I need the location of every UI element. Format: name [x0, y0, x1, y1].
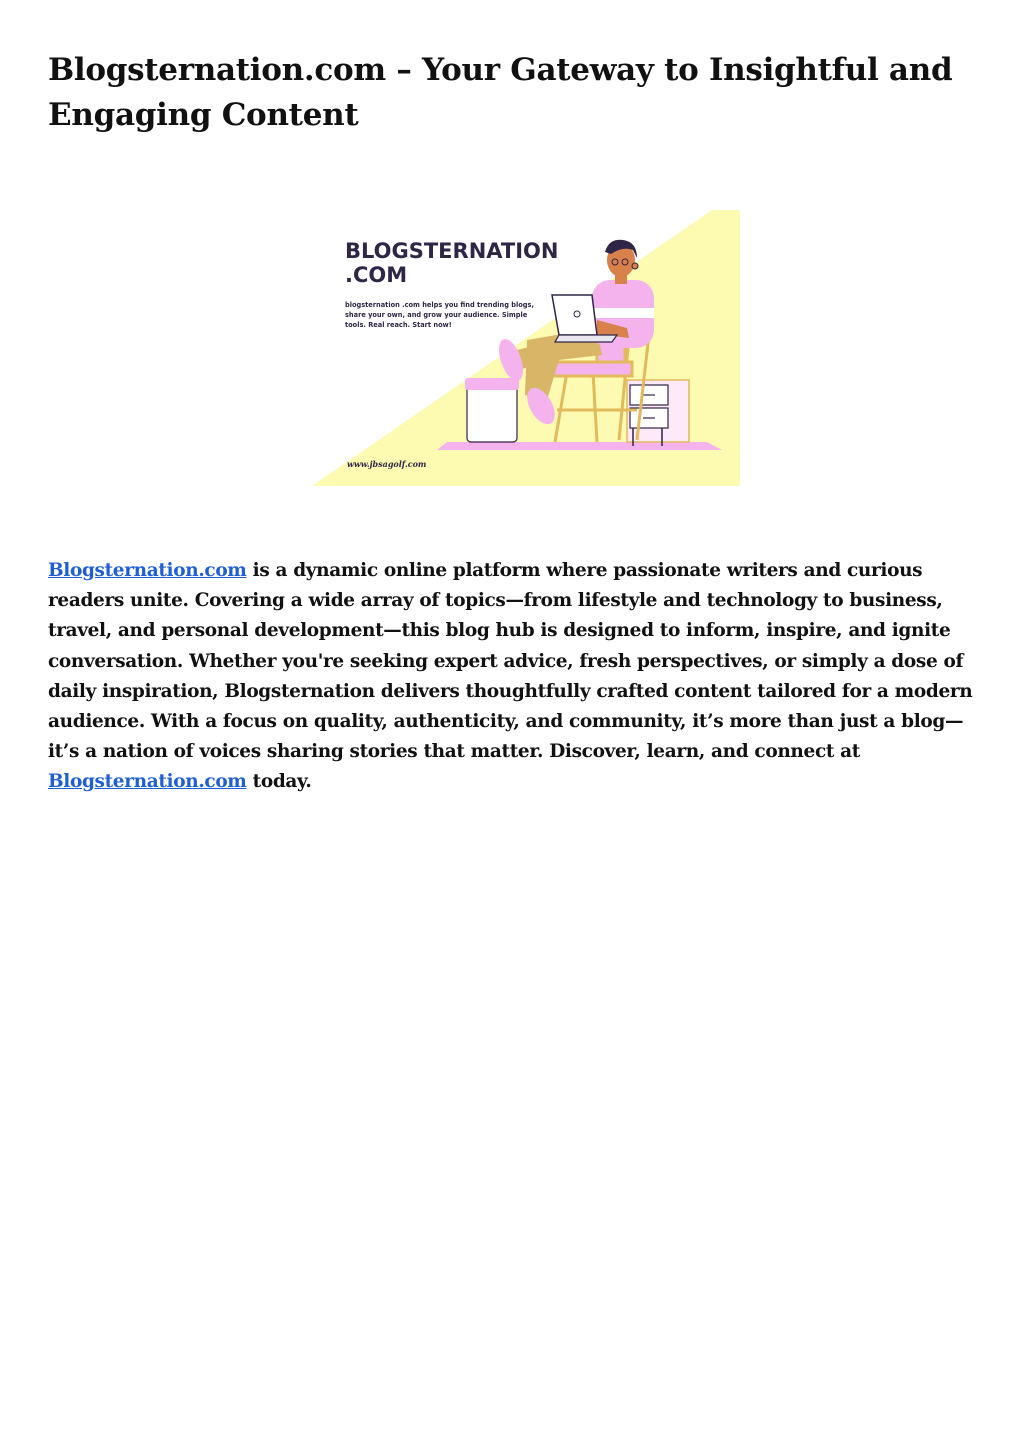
banner-tagline-line2: share your own, and grow your audience. Simple — [345, 311, 528, 319]
document-title: Blogsternation.com – Your Gateway to Insightful and Engaging Content — [48, 52, 953, 133]
banner-tagline-line3: tools. Real reach. Start now! — [345, 321, 452, 329]
article-end-text: today. — [246, 771, 312, 793]
rug-shape — [437, 442, 722, 450]
banner-image — [297, 210, 740, 486]
document-page — [48, 0, 976, 793]
banner-footer-url: www.jbsagolf.com — [347, 459, 427, 469]
banner-heading-line2: .COM — [345, 263, 408, 287]
ottoman-shape — [465, 378, 519, 442]
article-main-text: is a dynamic online platform where passionate writers and curious readers unite. Covering a wide array of topics—from lifestyle and technology to business, travel, and personal development—this blog hub is designed to inform, inspire, and ignite conversation. Whether you're seeking expert advice, fresh perspectives, or simply a dose of daily inspiration, Blogsternation delivers thoughtfully crafted content tailored for a modern audience. With a focus on quality, authenticity, and community, it’s more than just a blog—it’s a nation of voices sharing stories that matter. Discover, learn, and connect at — [48, 560, 973, 763]
blogsternation-link-end[interactable]: Blogsternation.com — [48, 771, 247, 793]
article-paragraph — [48, 556, 976, 798]
blogsternation-link-start[interactable]: Blogsternation.com — [48, 560, 247, 581]
banner-heading-line1: BLOGSTERNATION — [345, 239, 559, 263]
banner-tagline-line1: blogsternation .com helps you find trending blogs, — [345, 301, 534, 309]
